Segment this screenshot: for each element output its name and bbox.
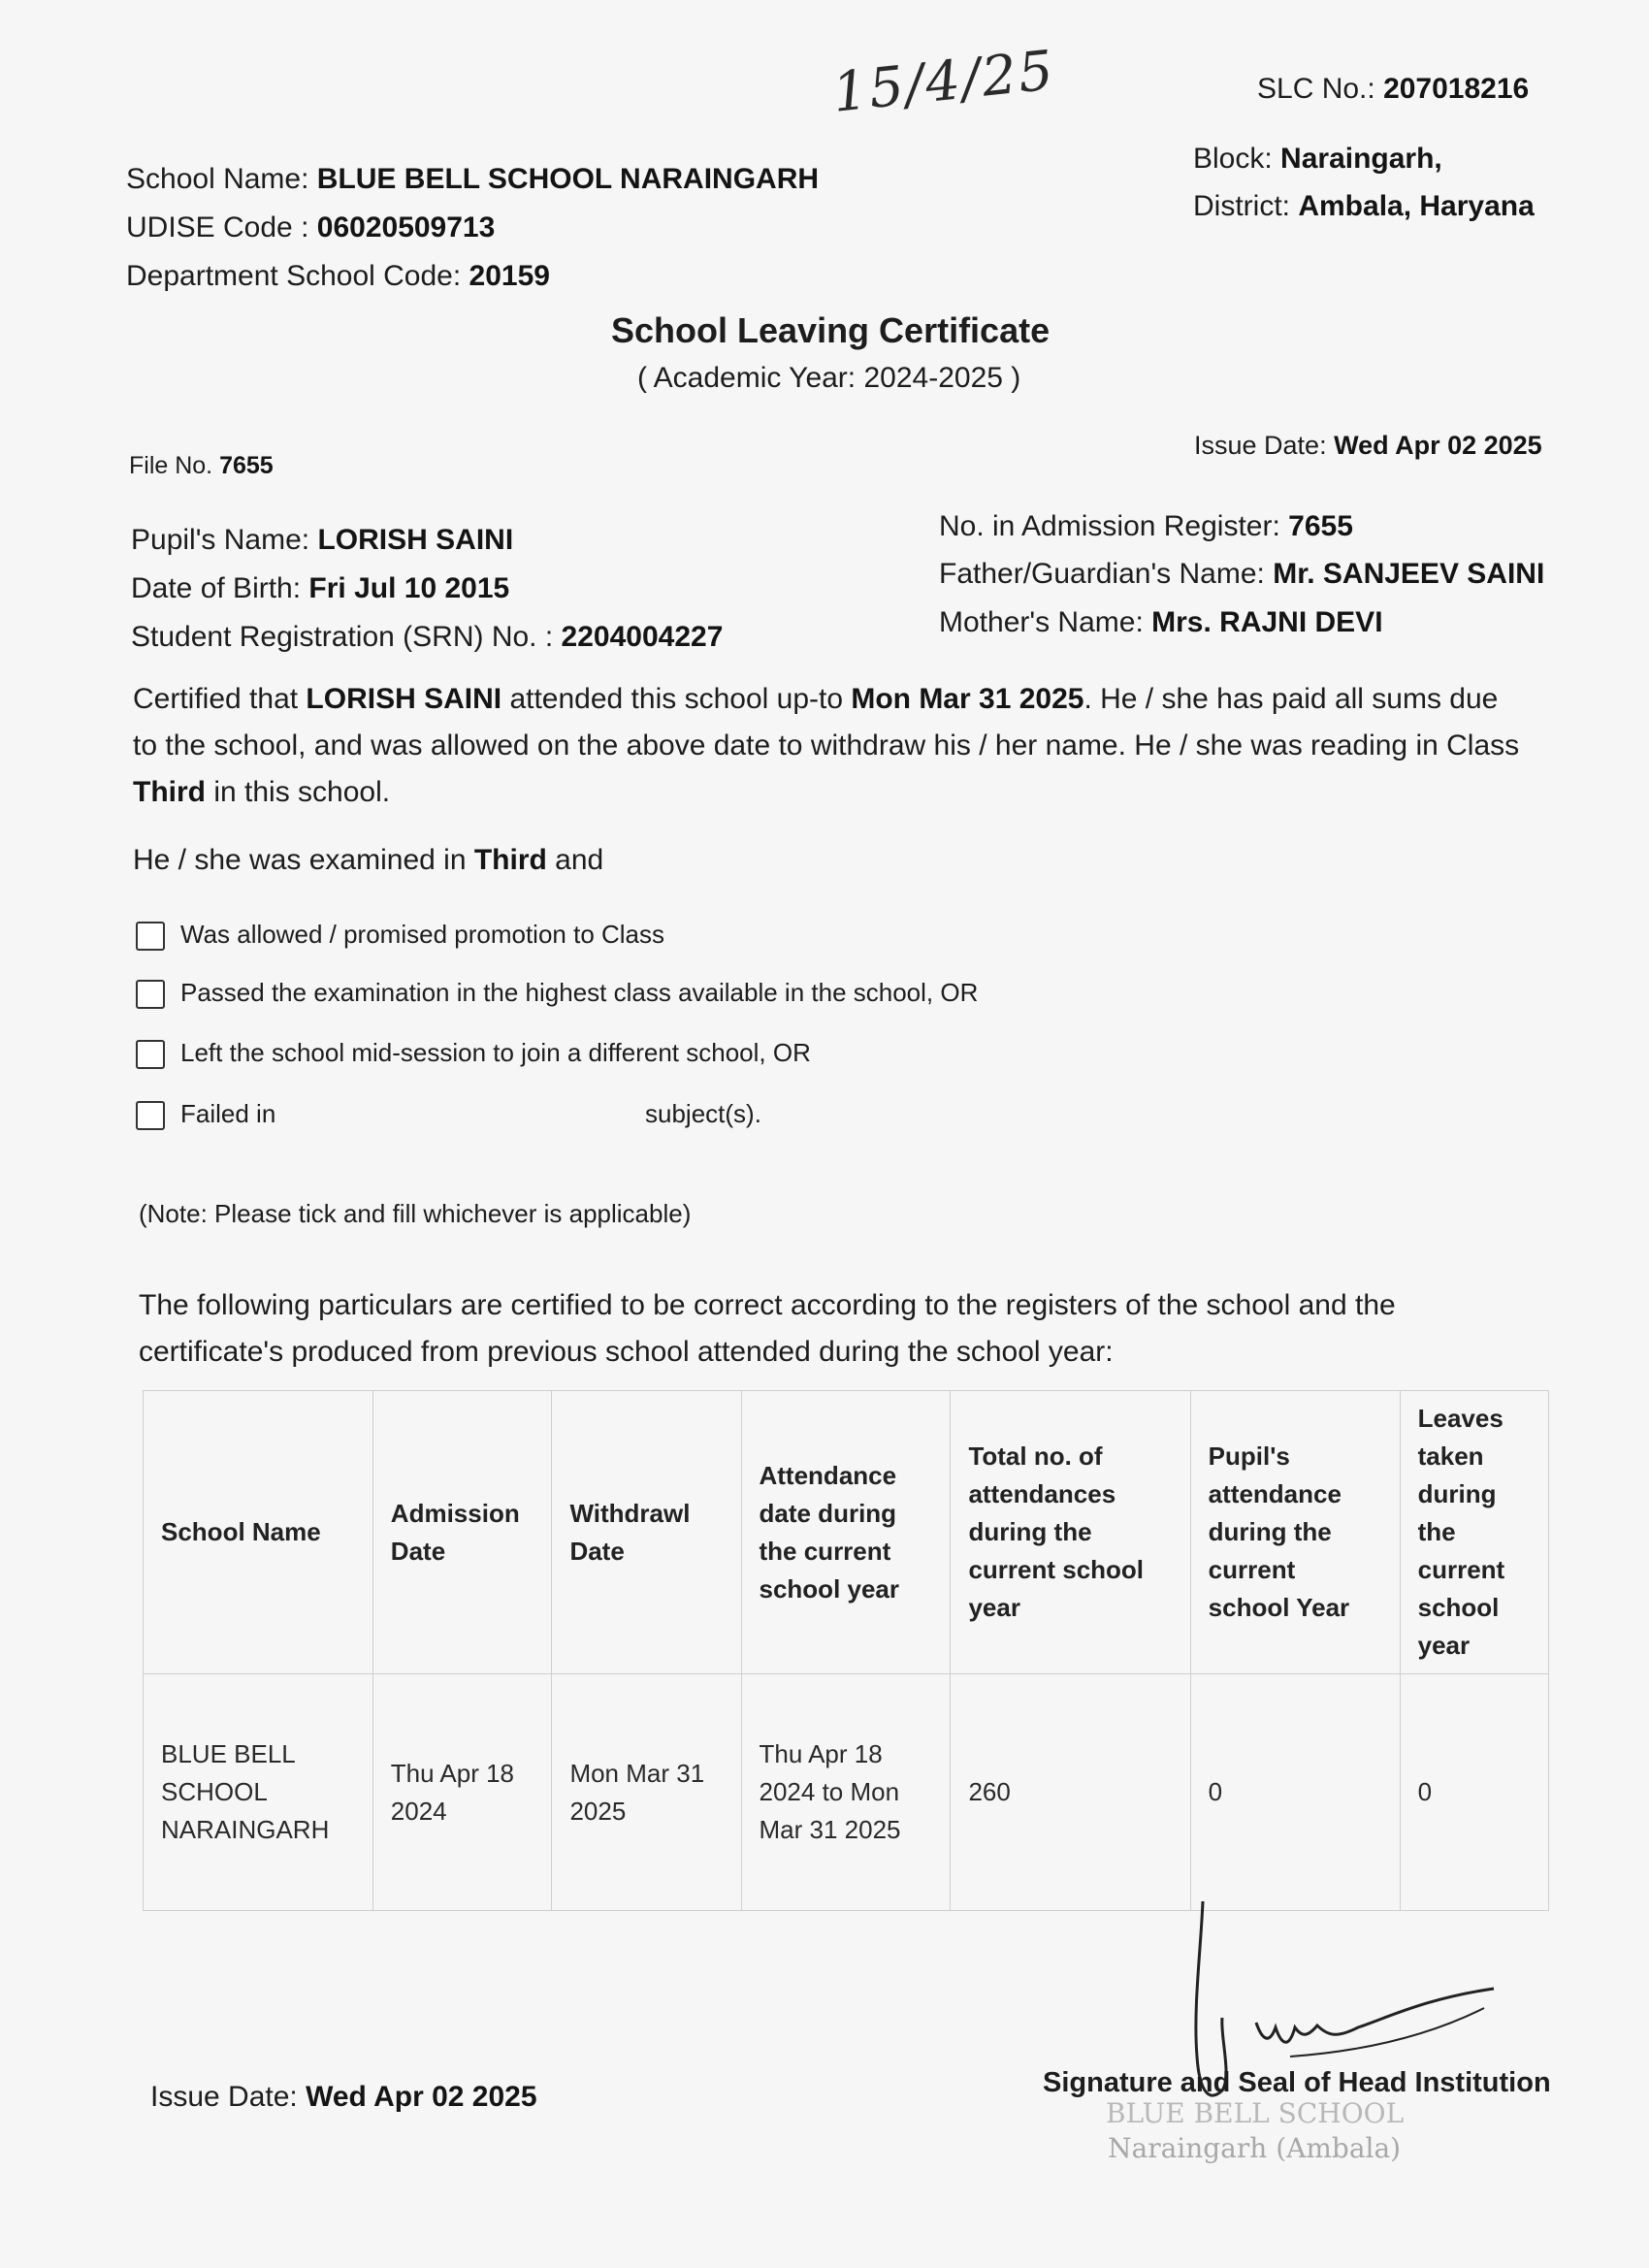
option-promotion[interactable] — [136, 920, 664, 951]
issue-date-bottom-value: Wed Apr 02 2025 — [306, 2081, 537, 2113]
district-label: District: — [1193, 190, 1290, 222]
option-failed-label: Failed in — [180, 1099, 276, 1128]
option-left-mid-session-label: Left the school mid-session to join a different school, OR — [180, 1038, 811, 1067]
file-number-label: File No. — [129, 452, 213, 479]
table-header-row — [144, 1391, 1549, 1674]
file-number-value: 7655 — [219, 452, 274, 479]
cell-total-attendances: 260 — [951, 1674, 1190, 1911]
academic-year: ( Academic Year: 2024-2025 ) — [637, 362, 1021, 394]
udise-code — [126, 211, 495, 244]
cell-attendance-date: Thu Apr 18 2024 to Mon Mar 31 2025 — [741, 1674, 951, 1911]
cell-school-name: BLUE BELL SCHOOL NARAINGARH — [144, 1674, 373, 1911]
issue-date-label: Issue Date: — [1194, 431, 1327, 460]
subjects-suffix: subject(s). — [645, 1099, 761, 1128]
pupil-name-label: Pupil's Name: — [131, 524, 310, 556]
cell-leaves-taken: 0 — [1400, 1674, 1548, 1911]
cert-upto-date: Mon Mar 31 2025 — [851, 683, 1084, 715]
department-code-label: Department School Code: — [126, 260, 462, 292]
department-code-value: 20159 — [469, 260, 550, 292]
option-passed-highest[interactable] — [136, 978, 978, 1009]
table-row — [144, 1674, 1549, 1911]
block-label: Block: — [1193, 143, 1273, 175]
srn-label: Student Registration (SRN) No. : — [131, 621, 554, 653]
cert-text-4: in this school. — [206, 776, 391, 808]
date-of-birth — [131, 572, 509, 605]
cert-text-1: Certified that — [133, 683, 307, 715]
col-pupil-attendance: Pupil's attendance during the current school Year — [1190, 1391, 1400, 1674]
block — [1193, 143, 1442, 176]
col-attendance-date: Attendance date during the current school year — [741, 1391, 951, 1674]
father-name — [939, 558, 1544, 591]
issue-date-bottom-label: Issue Date: — [150, 2081, 298, 2113]
date-of-birth-label: Date of Birth: — [131, 572, 302, 604]
pupil-name-value: LORISH SAINI — [317, 524, 514, 556]
mother-name-value: Mrs. RAJNI DEVI — [1151, 606, 1383, 638]
handwritten-date: 15/4/25 — [829, 39, 1058, 125]
school-name-value: BLUE BELL SCHOOL NARAINGARH — [316, 163, 820, 195]
col-leaves-taken: Leaves taken during the current school year — [1400, 1391, 1548, 1674]
pupil-name — [131, 524, 513, 557]
mother-name — [939, 606, 1383, 639]
udise-label: UDISE Code : — [126, 211, 309, 243]
promotion-checkbox[interactable] — [136, 922, 165, 951]
note: (Note: Please tick and fill whichever is applicable) — [139, 1199, 692, 1228]
certification-paragraph — [133, 676, 1530, 816]
cert-pupil-name: LORISH SAINI — [306, 683, 502, 715]
admission-register-number — [939, 510, 1353, 543]
cert-text-3: . He / she has paid all sums due to the school, and was allowed on the above date to withdraw his / her name. He / she was reading in Class — [133, 683, 1520, 761]
district-value: Ambala, Haryana — [1298, 190, 1535, 222]
admission-register-value: 7655 — [1288, 510, 1353, 542]
option-failed[interactable] — [136, 1099, 275, 1130]
passed-highest-checkbox[interactable] — [136, 980, 165, 1009]
examined-class: Third — [473, 844, 547, 876]
cell-admission-date: Thu Apr 18 2024 — [372, 1674, 552, 1911]
certificate-title: School Leaving Certificate — [611, 310, 1051, 350]
admission-register-label: No. in Admission Register: — [939, 510, 1280, 542]
district — [1193, 190, 1535, 223]
option-promotion-label: Was allowed / promised promotion to Class — [180, 920, 665, 949]
examined-text: He / she was examined in — [133, 844, 474, 876]
srn-number — [131, 621, 723, 654]
file-number — [129, 452, 274, 480]
issue-date-top — [1194, 431, 1542, 461]
examined-line — [133, 844, 603, 877]
seal-line-1: BLUE BELL SCHOOL — [1106, 2097, 1405, 2129]
particulars-table — [143, 1390, 1549, 1911]
issue-date-value: Wed Apr 02 2025 — [1334, 431, 1542, 460]
slc-label: SLC No.: — [1257, 73, 1375, 105]
examined-and: and — [546, 844, 604, 876]
option-left-mid-session[interactable] — [136, 1038, 811, 1069]
failed-checkbox[interactable] — [136, 1101, 165, 1130]
cert-class: Third — [133, 776, 206, 808]
udise-value: 06020509713 — [316, 211, 496, 243]
slc-value: 207018216 — [1383, 73, 1530, 105]
block-value: Naraingarh, — [1280, 143, 1442, 175]
cell-withdrawl-date: Mon Mar 31 2025 — [552, 1674, 741, 1911]
option-passed-highest-label: Passed the examination in the highest class available in the school, OR — [180, 978, 979, 1007]
col-school-name: School Name — [144, 1391, 373, 1674]
slc-number — [1257, 73, 1529, 106]
department-code — [126, 260, 550, 293]
date-of-birth-value: Fri Jul 10 2015 — [308, 572, 510, 604]
father-name-value: Mr. SANJEEV SAINI — [1273, 558, 1545, 590]
col-withdrawl-date: Withdrawl Date — [552, 1391, 741, 1674]
school-name — [126, 163, 819, 196]
srn-value: 2204004227 — [561, 621, 724, 653]
father-name-label: Father/Guardian's Name: — [939, 558, 1265, 590]
issue-date-bottom — [150, 2081, 537, 2114]
cert-text-2: attended this school up-to — [501, 683, 852, 715]
cell-pupil-attendance: 0 — [1190, 1674, 1400, 1911]
school-name-label: School Name: — [126, 163, 309, 195]
particulars-intro: The following particulars are certified to be correct according to the registers of the school and the certificate's produced from previous school attended during the school year: — [139, 1289, 1396, 1368]
left-mid-session-checkbox[interactable] — [136, 1040, 165, 1069]
signature-label: Signature and Seal of Head Institution — [1043, 2067, 1551, 2098]
col-admission-date: Admission Date — [372, 1391, 552, 1674]
mother-name-label: Mother's Name: — [939, 606, 1144, 638]
seal-line-2: Naraingarh (Ambala) — [1108, 2132, 1402, 2164]
col-total-attendances: Total no. of attendances during the current school year — [951, 1391, 1190, 1674]
